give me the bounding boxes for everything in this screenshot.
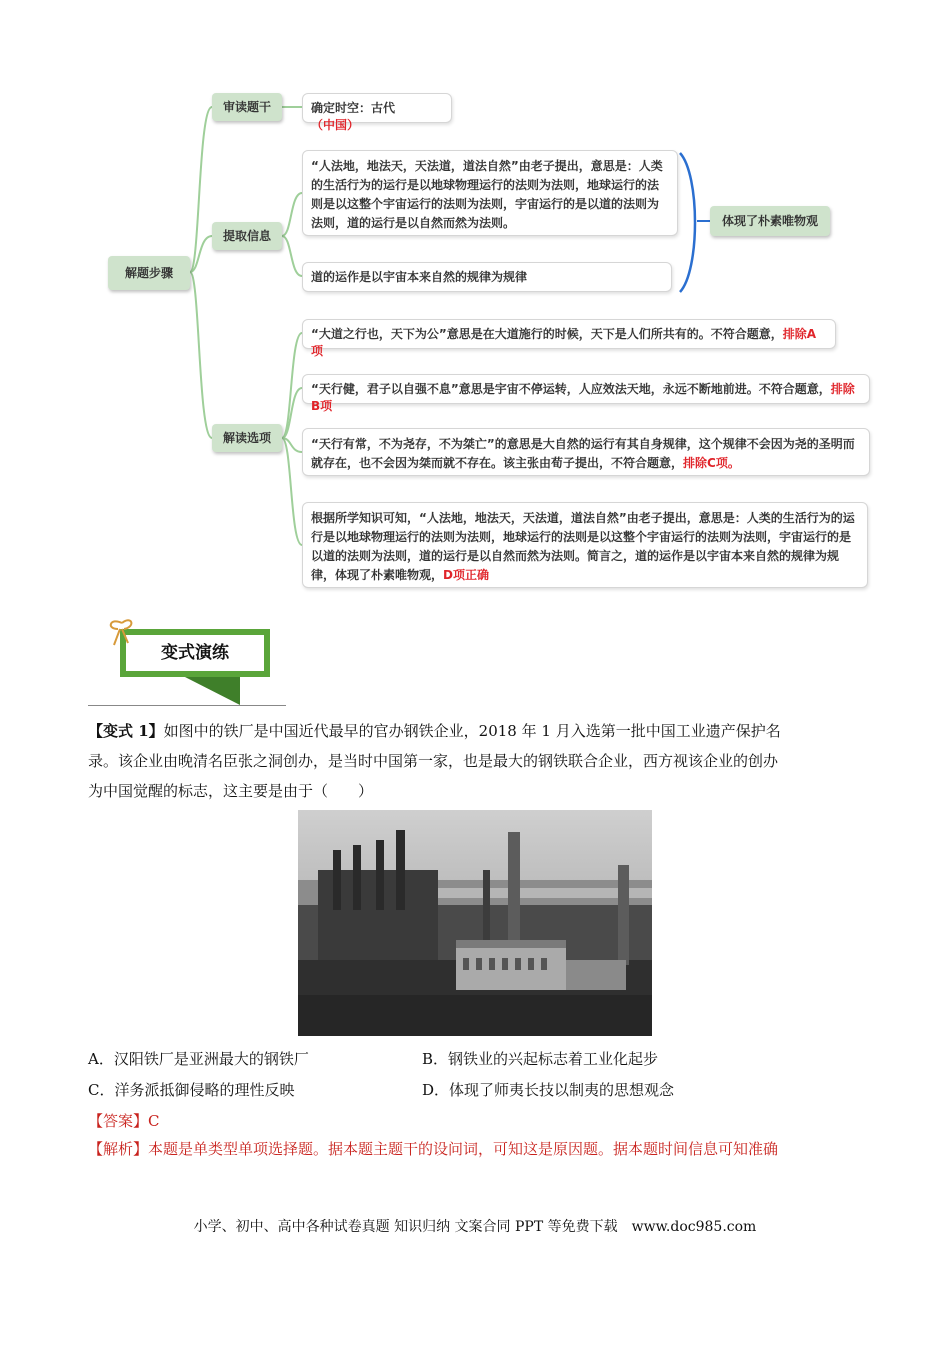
choice-d: D．体现了师夷长技以制夷的思想观念: [422, 1081, 675, 1099]
choice-c: C．洋务派抵御侵略的理性反映: [88, 1081, 295, 1099]
choice-a: A．汉阳铁厂是亚洲最大的钢铁厂: [88, 1050, 309, 1068]
option-b-text: “天行健，君子以自强不息”意思是宇宙不停运转，人应效法天地，永远不断地前进。不符合题意，: [311, 382, 831, 396]
option-d-red: D项正确: [443, 568, 489, 582]
option-box-a: [302, 319, 836, 358]
conclusion-node: 体现了朴素唯物观: [710, 206, 830, 236]
branch-jiedu: 解读选项: [212, 424, 282, 452]
analysis-text: 本题是单类型单项选择题。据本题主题干的设问词，可知这是原因题。据本题时间信息可知准确: [148, 1140, 779, 1158]
option-c-text: “天行有常，不为尧存，不为桀亡”的意思是大自然的运行有其自身规律，这个规律不会因为尧的圣明而就存在，也不会因为桀而就不存在。该主张由荀子提出，不符合题意，: [311, 437, 855, 470]
answer-line: [88, 1110, 160, 1131]
tiqu-box-2: 道的运作是以宇宙本来自然的规律为规律: [302, 262, 672, 292]
option-b-red: 排除B项: [311, 382, 855, 413]
shendu-text: 确定时空：古代: [311, 101, 396, 115]
analysis-label: 【解析】: [88, 1140, 149, 1158]
page-footer: 小学、初中、高中各种试卷真题 知识归纳 文案合同 PPT 等免费下载 www.doc985.com: [193, 1219, 757, 1235]
shendu-red: （中国）: [311, 118, 360, 132]
question-line-3: 为中国觉醒的标志，这主要是由于（ ）: [88, 782, 374, 800]
option-a-red: 排除A项: [311, 327, 817, 358]
root-node: 解题步骤: [108, 256, 190, 290]
shendu-box: [302, 93, 452, 132]
tiqu-box-1: “人法地，地法天，天法道，道法自然”由老子提出，意思是：人类的生活行为的运行是以地球物理运行的法则为法则，地球运行的法则是以这整个宇宙运行的法则为法则，宇宙运行的是以道的法则为法则，道的运行是以自然而然为法则。: [302, 150, 678, 236]
question-line-2: 录。该企业由晚清名臣张之洞创办，是当时中国第一家，也是最大的钢铁联合企业，西方视该企业的创办: [88, 752, 779, 770]
branch-tiqu: 提取信息: [212, 222, 282, 250]
option-box-b: [302, 374, 870, 413]
ironworks-photo: [298, 810, 652, 1036]
question-line-1: [88, 720, 781, 741]
answer-value: C: [148, 1112, 160, 1130]
choice-b: B．钢铁业的兴起标志着工业化起步: [422, 1050, 659, 1068]
banner-divider: [88, 705, 286, 706]
option-d-text: 根据所学知识可知，“人法地，地法天，天法道，道法自然”由老子提出，意思是：人类的生活行为的运行是以地球物理运行的法则为法则，地球运行的法则是以这整个宇宙运行的法则为法则，宇宙运行的是以道的法则为法则，道的运行是以自然而然为法则。简言之，道的运作是以宇宙本来自然的规律为规律，体现了朴素唯物观，: [311, 511, 855, 582]
option-box-c: [302, 428, 870, 476]
mind-map: [0, 0, 950, 610]
banner-label: 变式演练: [161, 643, 229, 663]
section-banner: [100, 615, 290, 705]
question-text-1: 如图中的铁厂是中国近代最早的官办钢铁企业，2018 年 1 月入选第一批中国工业遗产保护名: [163, 722, 781, 740]
option-a-text: “大道之行也，天下为公”意思是在大道施行的时候，天下是人们所共有的。不符合题意，: [311, 327, 783, 341]
question-tag: 【变式 1】: [88, 722, 164, 740]
answer-label: 【答案】: [88, 1112, 149, 1130]
branch-shendu: 审读题干: [212, 93, 282, 121]
analysis-line: [88, 1138, 778, 1159]
ironworks-image: [298, 810, 652, 1036]
option-c-red: 排除C项。: [683, 456, 740, 470]
option-box-d: [302, 502, 868, 588]
